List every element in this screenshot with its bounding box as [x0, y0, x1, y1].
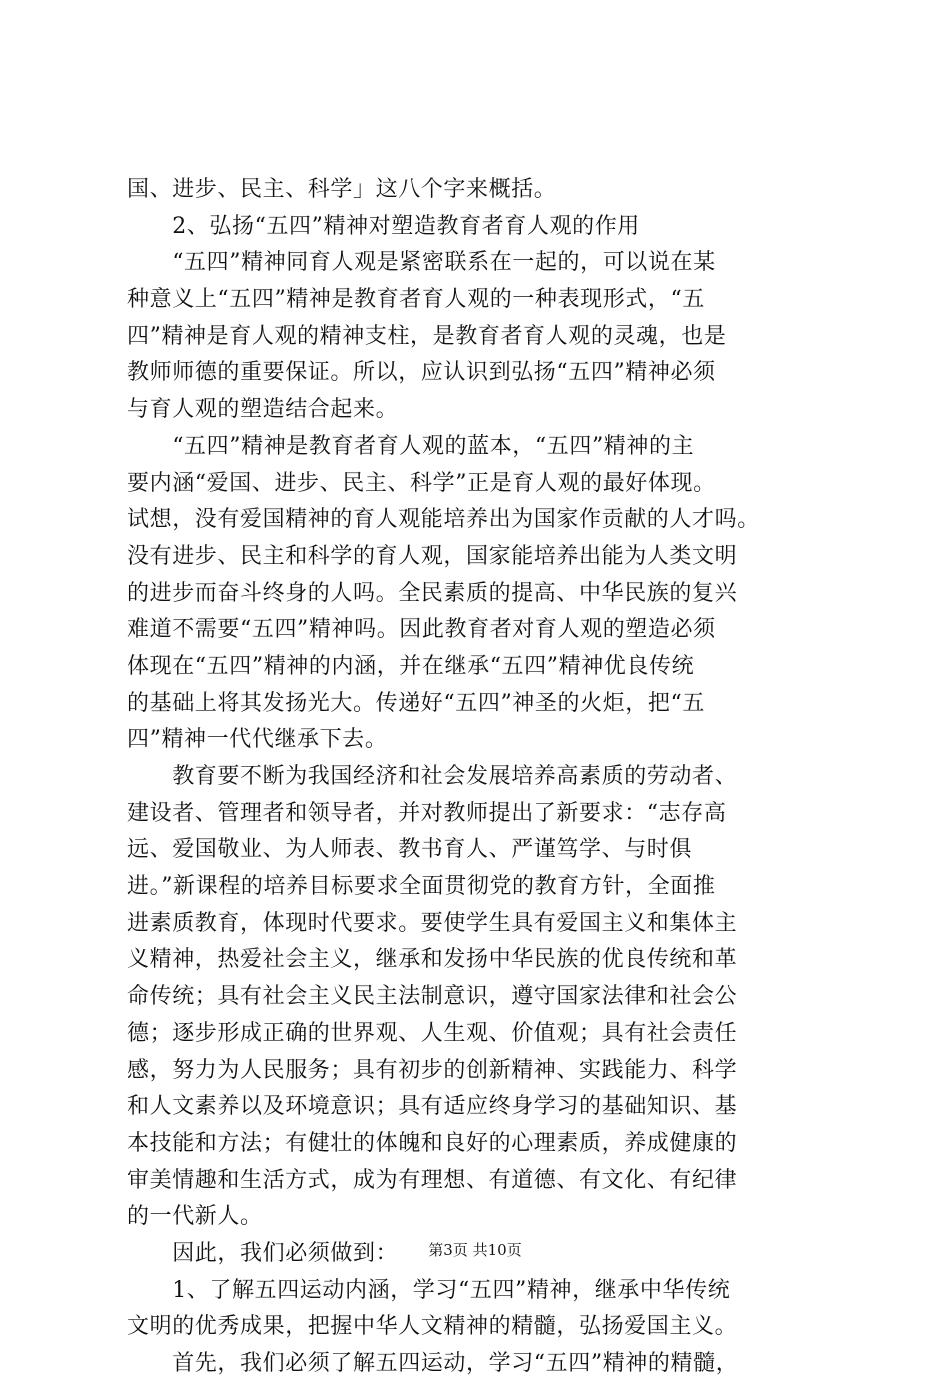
text-line: 与育人观的塑造结合起来。	[127, 397, 399, 423]
text-line: 四”精神是育人观的精神支柱，是教育者育人观的灵魂，也是	[127, 323, 727, 349]
text-line: 体现在“五四”精神的内涵，并在继承“五四”精神优良传统	[127, 653, 695, 679]
text-line: 命传统；具有社会主义民主法制意识，遵守国家法律和社会公	[127, 984, 738, 1010]
text-line: 和人文素养以及环境意识；具有适应终身学习的基础知识、基	[127, 1094, 738, 1120]
text-line: 的进步而奋斗终身的人吗。全民素质的提高、中华民族的复兴	[127, 580, 738, 606]
text-line: 义精神，热爱社会主义，继承和发扬中华民族的优良传统和革	[127, 947, 738, 973]
text-line: 教育要不断为我国经济和社会发展培养高素质的劳动者、	[127, 764, 738, 789]
text-line: 难道不需要“五四”精神吗。因此教育者对育人观的塑造必须	[127, 617, 716, 643]
document-body	[127, 172, 839, 1383]
text-line: 远、爱国敬业、为人师表、教书育人、严谨笃学、与时俱	[127, 837, 693, 863]
text-line: 进素质教育，体现时代要求。要使学生具有爱国主义和集体主	[127, 910, 738, 936]
text-line: “五四”精神是教育者育人观的蓝本，“五四”精神的主	[127, 433, 695, 459]
text-line: 审美情趣和生活方式，成为有理想、有道德、有文化、有纪律	[127, 1167, 738, 1193]
text-line: 要内涵“爱国、进步、民主、科学”正是育人观的最好体现。	[127, 470, 716, 496]
text-line: 建设者、管理者和领导者，并对教师提出了新要求：“志存高	[127, 800, 727, 826]
text-line: 进。”新课程的培养目标要求全面贯彻党的教育方针，全面推	[127, 874, 716, 900]
text-line: 国、进步、民主、科学」这八个字来概括。	[127, 177, 557, 202]
text-line: 文明的优秀成果，把握中华人文精神的精髓，弘扬爱国主义。	[127, 1314, 738, 1340]
text-line: 四”精神一代代继承下去。	[127, 727, 388, 753]
text-line: 的基础上将其发扬光大。传递好“五四”神圣的火炬，把“五	[127, 690, 705, 716]
text-line: 1、了解五四运动内涵，学习“五四”精神，继承中华传统	[127, 1277, 731, 1303]
text-line: 种意义上“五四”精神是教育者育人观的一种表现形式，“五	[127, 287, 705, 313]
text-line: 教师师德的重要保证。所以，应认识到弘扬“五四”精神必须	[127, 360, 716, 386]
text-line: 因此，我们必须做到：	[127, 1240, 399, 1266]
text-line: “五四”精神同育人观是紧密联系在一起的，可以说在某	[127, 250, 716, 276]
text-line: 试想，没有爱国精神的育人观能培养出为国家作贡献的人才吗。	[127, 507, 760, 533]
text-line: 2、弘扬“五四”精神对塑造教育者育人观的作用	[127, 213, 640, 239]
page-footer: 第3页 共10页	[428, 1241, 522, 1259]
text-line: 的一代新人。	[127, 1204, 263, 1230]
text-line: 德；逐步形成正确的世界观、人生观、价值观；具有社会责任	[127, 1020, 738, 1046]
text-line: 首先，我们必须了解五四运动，学习“五四”精神的精髓，	[127, 1351, 739, 1376]
text-line: 没有进步、民主和科学的育人观，国家能培养出能为人类文明	[127, 543, 738, 569]
text-line: 本技能和方法；有健壮的体魄和良好的心理素质，养成健康的	[127, 1130, 738, 1156]
text-line: 感，努力为人民服务；具有初步的创新精神、实践能力、科学	[127, 1057, 738, 1083]
